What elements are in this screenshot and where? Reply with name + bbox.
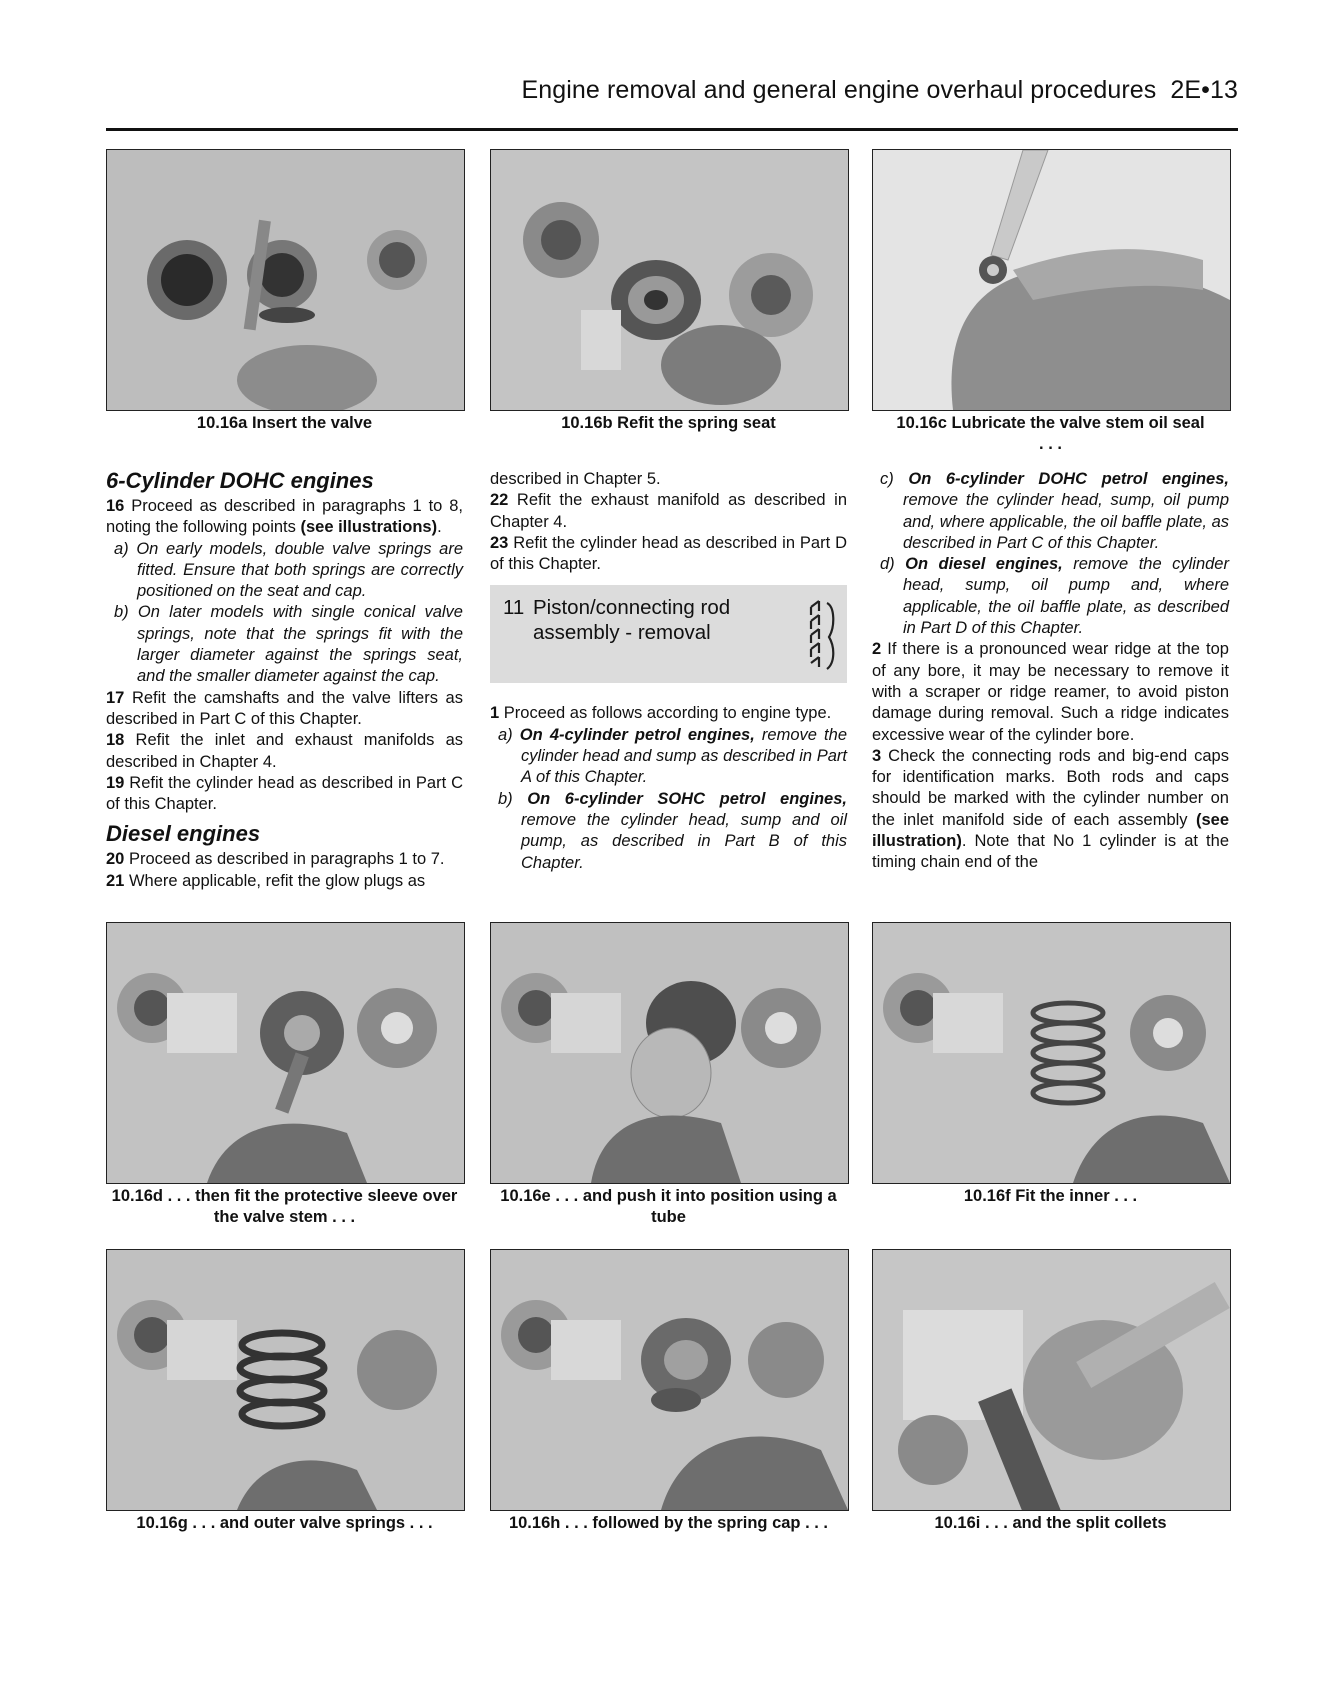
section-title: 11 Piston/connecting rod assembly - removal: [503, 596, 731, 645]
section-heading-box: [490, 585, 847, 683]
photo-10-16b: [490, 149, 849, 411]
paragraph-number: 17: [106, 688, 125, 707]
photo-caption: 10.16a Insert the valve: [196, 414, 373, 432]
paragraph-21-continued: described in Chapter 5.: [490, 470, 661, 488]
see-illustrations-ref: (see illustrations): [300, 518, 438, 537]
paragraph-22: 22 Refit the exhaust manifold as described in Chapter 4.: [490, 491, 847, 531]
paragraph-19: 19 Refit the cylinder head as described in Part C of this Chapter.: [106, 773, 463, 814]
list-item-a: a) On 4-cylinder petrol engines, remove the cylinder head and sump as described in Part A of this Chapter.: [498, 725, 847, 787]
photo-illustration: [873, 923, 1230, 1183]
list-item-c: c) On 6-cylinder DOHC petrol engines, remove the cylinder head, sump, oil pump and, where applicable, the oil baffle plate, as described in Part C of this Chapter.: [880, 470, 1229, 552]
photo-illustration: [107, 923, 464, 1183]
text-column-2: [490, 469, 847, 874]
paragraph-17: 17 Refit the camshafts and the valve lifters as described in Part C of this Chapter.: [106, 688, 463, 728]
paragraph-number: 22: [490, 491, 509, 510]
photo-10-16h: [490, 1249, 849, 1511]
list-item-b: b) On later models with single conical valve springs, note that the springs fit with the larger diameter against the springs seat, and the smaller diameter against the cap.: [114, 603, 463, 686]
photo-illustration: [107, 1250, 464, 1510]
paragraph-20: 20 Proceed as described in paragraphs 1 to 7.: [106, 850, 445, 869]
photo-illustration: [491, 1250, 848, 1510]
text-column-3: [872, 469, 1229, 874]
paragraph-number: 21: [106, 871, 125, 890]
paragraph-21: 21 Where applicable, refit the glow plugs as: [106, 871, 426, 890]
list-item-a: a) On early models, double valve springs are fitted. Ensure that both springs are correctly positioned on the seat and cap.: [114, 539, 463, 601]
list-item-b: b) On 6-cylinder SOHC petrol engines, remove the cylinder head, sump and oil pump, as described in Part B of this Chapter.: [498, 789, 847, 872]
photo-10-16f: [872, 922, 1231, 1184]
photo-caption: 10.16d . . . then fit the protective sleeve over the valve stem . . .: [111, 1187, 458, 1226]
section-heading-diesel: Diesel engines: [106, 821, 261, 847]
paragraph-number: 18: [106, 731, 125, 750]
photo-10-16e: [490, 922, 849, 1184]
paragraph-number: 20: [106, 850, 125, 869]
paragraph-1: 1 Proceed as follows according to engine type.: [490, 704, 832, 723]
paragraph-3: 3 Check the connecting rods and big-end caps for identification marks. Both rods and caps should be marked with the cylinder number on the inlet manifold side of each assembly (see illustration). Note that No 1 cylinder is at the timing chain end of the: [872, 746, 1229, 872]
difficulty-rating-icon: [807, 597, 841, 673]
text-column-1: [106, 466, 463, 892]
header-title: [521, 76, 1238, 105]
photo-caption: 10.16b Refit the spring seat: [561, 414, 776, 432]
paragraph-number: 16: [106, 497, 125, 515]
section-heading-6cyl-dohc: 6-Cylinder DOHC engines: [106, 468, 374, 493]
photo-illustration: [107, 150, 464, 410]
paragraph-number: 3: [872, 746, 882, 765]
paragraph-number: 1: [490, 704, 500, 723]
page-header: [106, 68, 1238, 131]
chapter-title: Engine removal and general engine overhaul procedures: [521, 76, 1157, 104]
section-number: 11: [503, 596, 525, 620]
paragraph-number: 2: [872, 640, 882, 659]
photo-illustration: [491, 150, 848, 410]
paragraph-23: 23 Refit the cylinder head as described in Part D of this Chapter.: [490, 533, 847, 574]
photo-10-16d: [106, 922, 465, 1184]
paragraph-number: 19: [106, 773, 125, 792]
photo-caption: 10.16f Fit the inner . . .: [963, 1187, 1138, 1205]
photo-10-16g: [106, 1249, 465, 1511]
photo-10-16i: [872, 1249, 1231, 1511]
photo-caption: 10.16c Lubricate the valve stem oil seal . . .: [896, 414, 1205, 453]
photo-caption: 10.16i . . . and the split collets: [934, 1514, 1167, 1532]
photo-10-16c: [872, 149, 1231, 411]
see-illustration-ref: (see illustration): [872, 810, 1229, 851]
photo-caption: 10.16e . . . and push it into position using a tube: [500, 1187, 837, 1226]
photo-illustration: [491, 923, 848, 1183]
page-number: 2E•13: [1170, 76, 1238, 104]
paragraph-16: 16 Proceed as described in paragraphs 1 to 8, noting the following points (see illustrations).: [106, 497, 463, 537]
paragraph-number: 23: [490, 533, 509, 552]
photo-10-16a: [106, 149, 465, 411]
photo-illustration: [873, 150, 1230, 410]
paragraph-18: 18 Refit the inlet and exhaust manifolds as described in Chapter 4.: [106, 731, 463, 771]
photo-caption: 10.16h . . . followed by the spring cap . . .: [508, 1514, 829, 1532]
paragraph-2: 2 If there is a pronounced wear ridge at the top of any bore, it may be necessary to remove it with a scraper or ridge reamer, to avoid piston damage during removal. Such a ridge indicates excessive wear of the cylinder bore.: [872, 640, 1229, 744]
list-item-d: d) On diesel engines, remove the cylinder head, sump, oil pump and, where applicable, the oil baffle plate, as described in Part D of this Chapter.: [880, 555, 1229, 638]
photo-caption: 10.16g . . . and outer valve springs . . .: [136, 1514, 433, 1532]
photo-illustration: [873, 1250, 1230, 1510]
